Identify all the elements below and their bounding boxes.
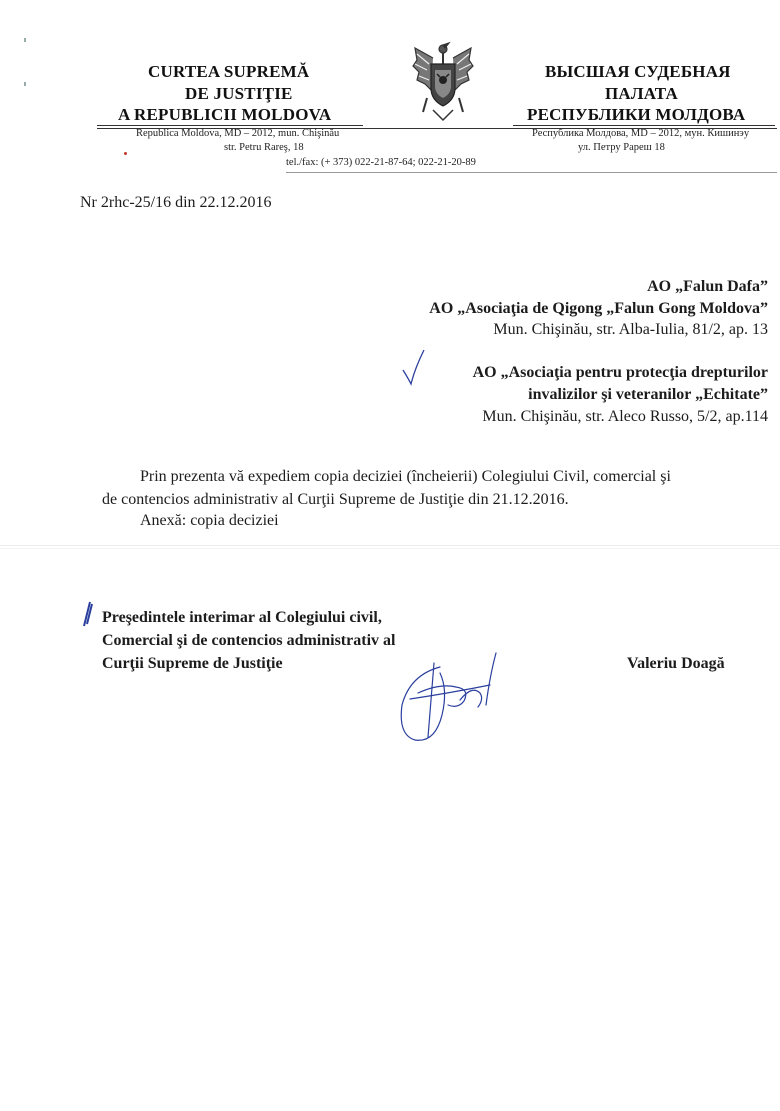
signatory-title-line3: Curţii Supreme de Justiţie [102,655,283,672]
pen-stroke-mark [80,600,94,630]
header-left-address1: Republica Moldova, MD – 2012, mun. Chişinău [136,128,340,139]
document-reference-number: Nr 2rhc-25/16 din 22.12.2016 [80,194,272,211]
header-right-line2: ПАЛАТА [605,84,678,103]
signatory-title-line2: Comercial şi de contencios administrativ al [102,632,396,649]
scan-fold-line [0,545,780,546]
header-right-line3: РЕСПУБЛИКИ МОЛДОВА [527,105,746,124]
header-right-address1: Республика Молдова, MD – 2012, мун. Кишинэу [532,128,750,139]
header-left-address2: str. Petru Rareş, 18 [224,142,304,153]
scan-speck [24,82,26,86]
header-bottom-rule [286,172,777,173]
header-left-line3: A REPUBLICII MOLDOVA [118,105,332,124]
recipient-2-address: Mun. Chişinău, str. Alba-Iulia, 81/2, ap. 13 [493,321,768,338]
coat-of-arms-emblem [409,40,477,122]
header-rule-left [97,125,363,126]
header-right-line1: ВЫСШАЯ СУДЕБНАЯ [545,62,731,81]
signatory-name: Valeriu Doagă [627,655,725,672]
annex-line: Anexă: copia deciziei [140,512,279,529]
recipient-1-name: AO „Falun Dafa” [647,278,768,295]
header-rule-right [513,125,775,126]
recipient-3-address: Mun. Chişinău, str. Aleco Russo, 5/2, ap.114 [482,408,768,425]
scan-speck [24,38,26,42]
body-paragraph-line2: de contencios administrativ al Curţii Supreme de Justiţie din 21.12.2016. [102,491,569,508]
recipient-2-name: AO „Asociaţia de Qigong „Falun Gong Moldova” [429,300,768,317]
recipient-3-name-line1: AO „Asociaţia pentru protecţia drepturilor [472,364,768,381]
scan-fold-line [0,548,780,549]
handwritten-check-mark [400,348,428,388]
red-dot [124,152,127,155]
header-left-line2: DE JUSTIŢIE [185,84,293,103]
header-right-address2: ул. Петру Рареш 18 [578,142,665,153]
header-phone: tel./fax: (+ 373) 022-21-87-64; 022-21-20-89 [286,157,476,168]
header-left-line1: CURTEA SUPREMĂ [148,62,310,81]
recipient-3-name-line2: invalizilor şi veteranilor „Echitate” [528,386,768,403]
signatory-title-line1: Preşedintele interimar al Colegiului civil, [102,609,382,626]
body-paragraph-line1: Prin prezenta vă expediem copia deciziei (încheierii) Colegiului Civil, comercial şi [140,468,671,485]
handwritten-signature [390,645,510,745]
